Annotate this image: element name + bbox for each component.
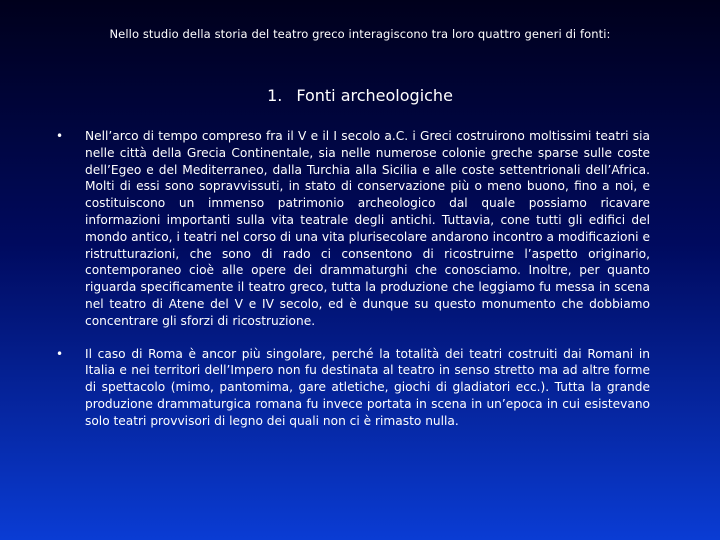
intro-text: Nello studio della storia del teatro greco interagiscono tra loro quattro generi di fonti: <box>109 27 611 41</box>
section-title: Fonti archeologiche <box>296 86 453 105</box>
bullet-item <box>56 128 650 330</box>
bullet-text: Nell’arco di tempo compreso fra il V e il I secolo a.C. i Greci costruirono moltissimi teatri sia nelle città della Grecia Continentale, sia nelle numerose colonie greche sparse sulle coste dell’Egeo e del Mediterraneo, dalla Turchia alla Sicilia e alle coste settentrionali dell’Africa. Molti di essi sono sopravvissuti, in stato di conservazione più o meno buono, fino a noi, e costituiscono un immenso patrimonio archeologico dal quale possiamo ricavare informazioni importanti sulla vita teatrale degli antichi. Tuttavia, cone tutti gli edifici del mondo antico, i teatri nel corso di una vita plurisecolare andarono incontro a modificazioni e ristrutturazioni, che sono di rado ci consentono di ricostruirne l’aspetto originario, contemporaneo cioè alle opere dei drammaturghi che conosciamo. Inoltre, per quanto riguarda specificamente il teatro greco, tutta la produzione che leggiamo fu messa in scena nel teatro di Atene del V e IV secolo, ed è dunque su questo monumento che dobbiamo concentrare gli sforzi di ricostruzione. <box>85 129 650 328</box>
bullet-text: Il caso di Roma è ancor più singolare, perché la totalità dei teatri costruiti dai Romani in Italia e nei territori dell’Impero non fu destinata al teatro in senso stretto ma ad altre forme di spettacolo (mimo, pantomima, gare atletiche, giochi di gladiatori ecc.). Tutta la grande produzione drammaturgica romana fu invece portata in scena in un’epoca in cui esistevano solo teatri provvisori di legno dei quali non ci è rimasto nulla. <box>85 346 650 428</box>
section-number: 1. <box>267 86 283 105</box>
bullet-marker: • <box>56 346 64 361</box>
bullet-list <box>56 128 650 430</box>
section-heading <box>0 86 720 105</box>
bullet-marker: • <box>56 129 64 143</box>
bullet-item <box>56 346 650 430</box>
